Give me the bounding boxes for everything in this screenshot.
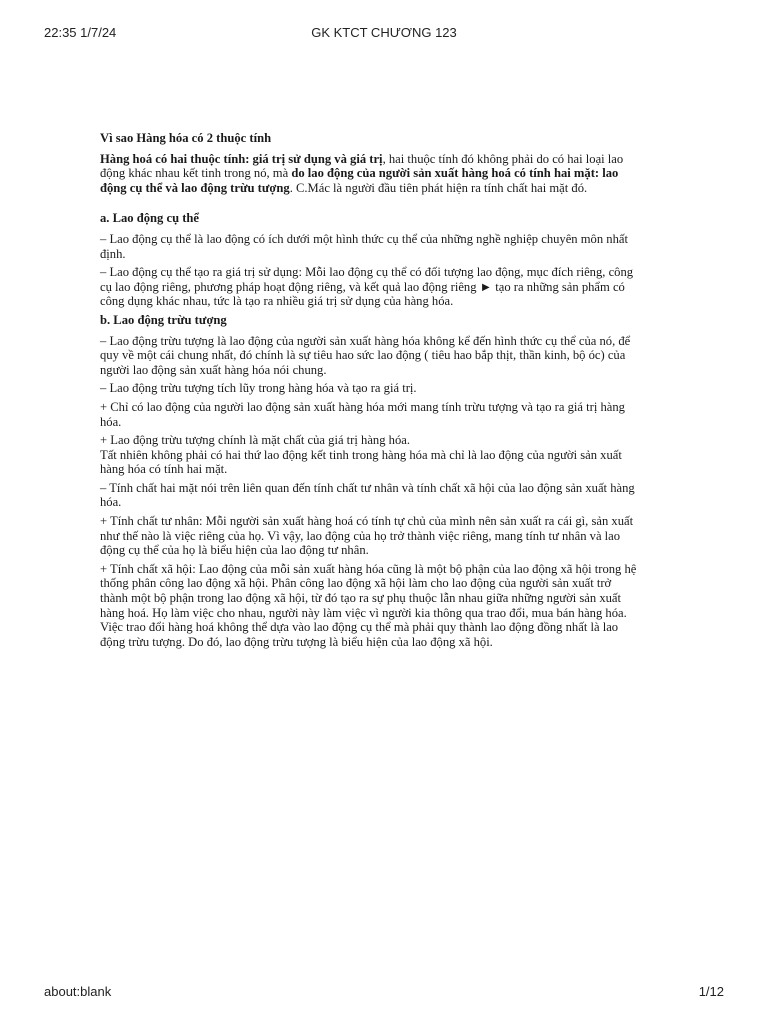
print-footer bbox=[0, 984, 768, 1002]
section-b-paragraph: + Tính chất xã hội: Lao động của mỗi sản xuất hàng hóa cũng là một bộ phận của lao động xã hội trong hệ thống phân công lao động xã hội. Phân công lao động xã hội làm cho lao động của người sản xuất trở thành một bộ phận trong lao động xã hội, từ đó tạo ra sự phụ thuộc lẫn nhau giữa những người sản xuất hàng hoá. Họ làm việc cho nhau, người này làm việc vì người kia thông qua trao đổi, mua bán hàng hóa. Việc trao đổi hàng hoá không thể dựa vào lao động cụ thể mà phải quy thành lao động đồng nhất là lao động trừu tượng. Do đó, lao động trừu tượng là biểu hiện của lao động xã hội. bbox=[100, 561, 637, 649]
section-b-paragraph: – Lao động trừu tượng là lao động của người sản xuất hàng hóa không kể đến hình thức cụ thể của nó, để quy về một cái chung nhất, đó chính là sự tiêu hao sức lao động ( tiêu hao bắp thịt, thần kinh, bộ óc) của người lao động sản xuất hàng hóa nói chung. bbox=[100, 333, 631, 377]
intro-text-2: . C.Mác là người đầu tiên phát hiện ra tính chất hai mặt đó. bbox=[289, 180, 588, 195]
footer-page-number: 1/12 bbox=[698, 984, 724, 999]
section-b-paragraph: – Lao động trừu tượng tích lũy trong hàng hóa và tạo ra giá trị. bbox=[100, 381, 417, 396]
section-b-paragraph: + Tính chất tư nhân: Mỗi người sản xuất hàng hoá có tính tự chủ của mình nên sản xuất ra cái gì, sản xuất như thế nào là việc riêng của họ. Vì vậy, lao động của họ trở thành việc riêng, mang tính tư nhân và lao động cụ thể của họ là biểu hiện của lao động tư nhân. bbox=[100, 514, 634, 558]
section-b-heading: b. Lao động trừu tượng bbox=[100, 312, 227, 327]
header-title: GK KTCT CHƯƠNG 123 bbox=[311, 25, 457, 40]
section-a-heading: a. Lao động cụ thể bbox=[100, 211, 200, 226]
intro-bold-2: do lao động của người sản xuất hàng hoá có tính hai mặt: lao động cụ thể và lao động trừu tượng bbox=[100, 166, 619, 195]
intro-bold-1: Hàng hoá có hai thuộc tính: giá trị sử dụng và giá trị bbox=[100, 151, 383, 166]
section-a-paragraph: – Lao động cụ thể tạo ra giá trị sử dụng: Mỗi lao động cụ thể có đối tượng lao động, mục đích riêng, công cụ lao động riêng, phương pháp hoạt động riêng, và kết quả lao động riêng ► tạo ra những sản phẩm có công dụng khác nhau, tức là tạo ra nhiều giá trị sử dụng của hàng hóa. bbox=[100, 265, 634, 309]
document-body bbox=[100, 131, 640, 653]
intro-text-1: , hai thuộc tính đó không phải do có hai loại lao động khác nhau kết tinh trong nó, mà bbox=[100, 151, 624, 181]
intro-paragraph bbox=[100, 152, 640, 196]
section-a-paragraph: – Lao động cụ thể là lao động có ích dưới một hình thức cụ thể của những nghề nghiệp chuyên môn nhất định. bbox=[100, 231, 628, 261]
section-b-paragraph: Tất nhiên không phải có hai thứ lao động kết tinh trong hàng hóa mà chỉ là lao động của người sản xuất hàng hóa có tính hai mặt. bbox=[100, 447, 622, 477]
section-b-paragraph: + Lao động trừu tượng chính là mặt chất của giá trị hàng hóa. bbox=[100, 433, 410, 448]
print-header bbox=[0, 25, 768, 43]
document-title: Vì sao Hàng hóa có 2 thuộc tính bbox=[100, 131, 272, 145]
header-datetime: 22:35 1/7/24 bbox=[44, 25, 117, 40]
footer-url: about:blank bbox=[44, 984, 112, 999]
section-b-paragraph: – Tính chất hai mặt nói trên liên quan đến tính chất tư nhân và tính chất xã hội của lao động sản xuất hàng hóa. bbox=[100, 480, 635, 510]
section-b-paragraph: + Chỉ có lao động của người lao động sản xuất hàng hóa mới mang tính trừu tượng và tạo ra giá trị hàng hóa. bbox=[100, 399, 625, 429]
